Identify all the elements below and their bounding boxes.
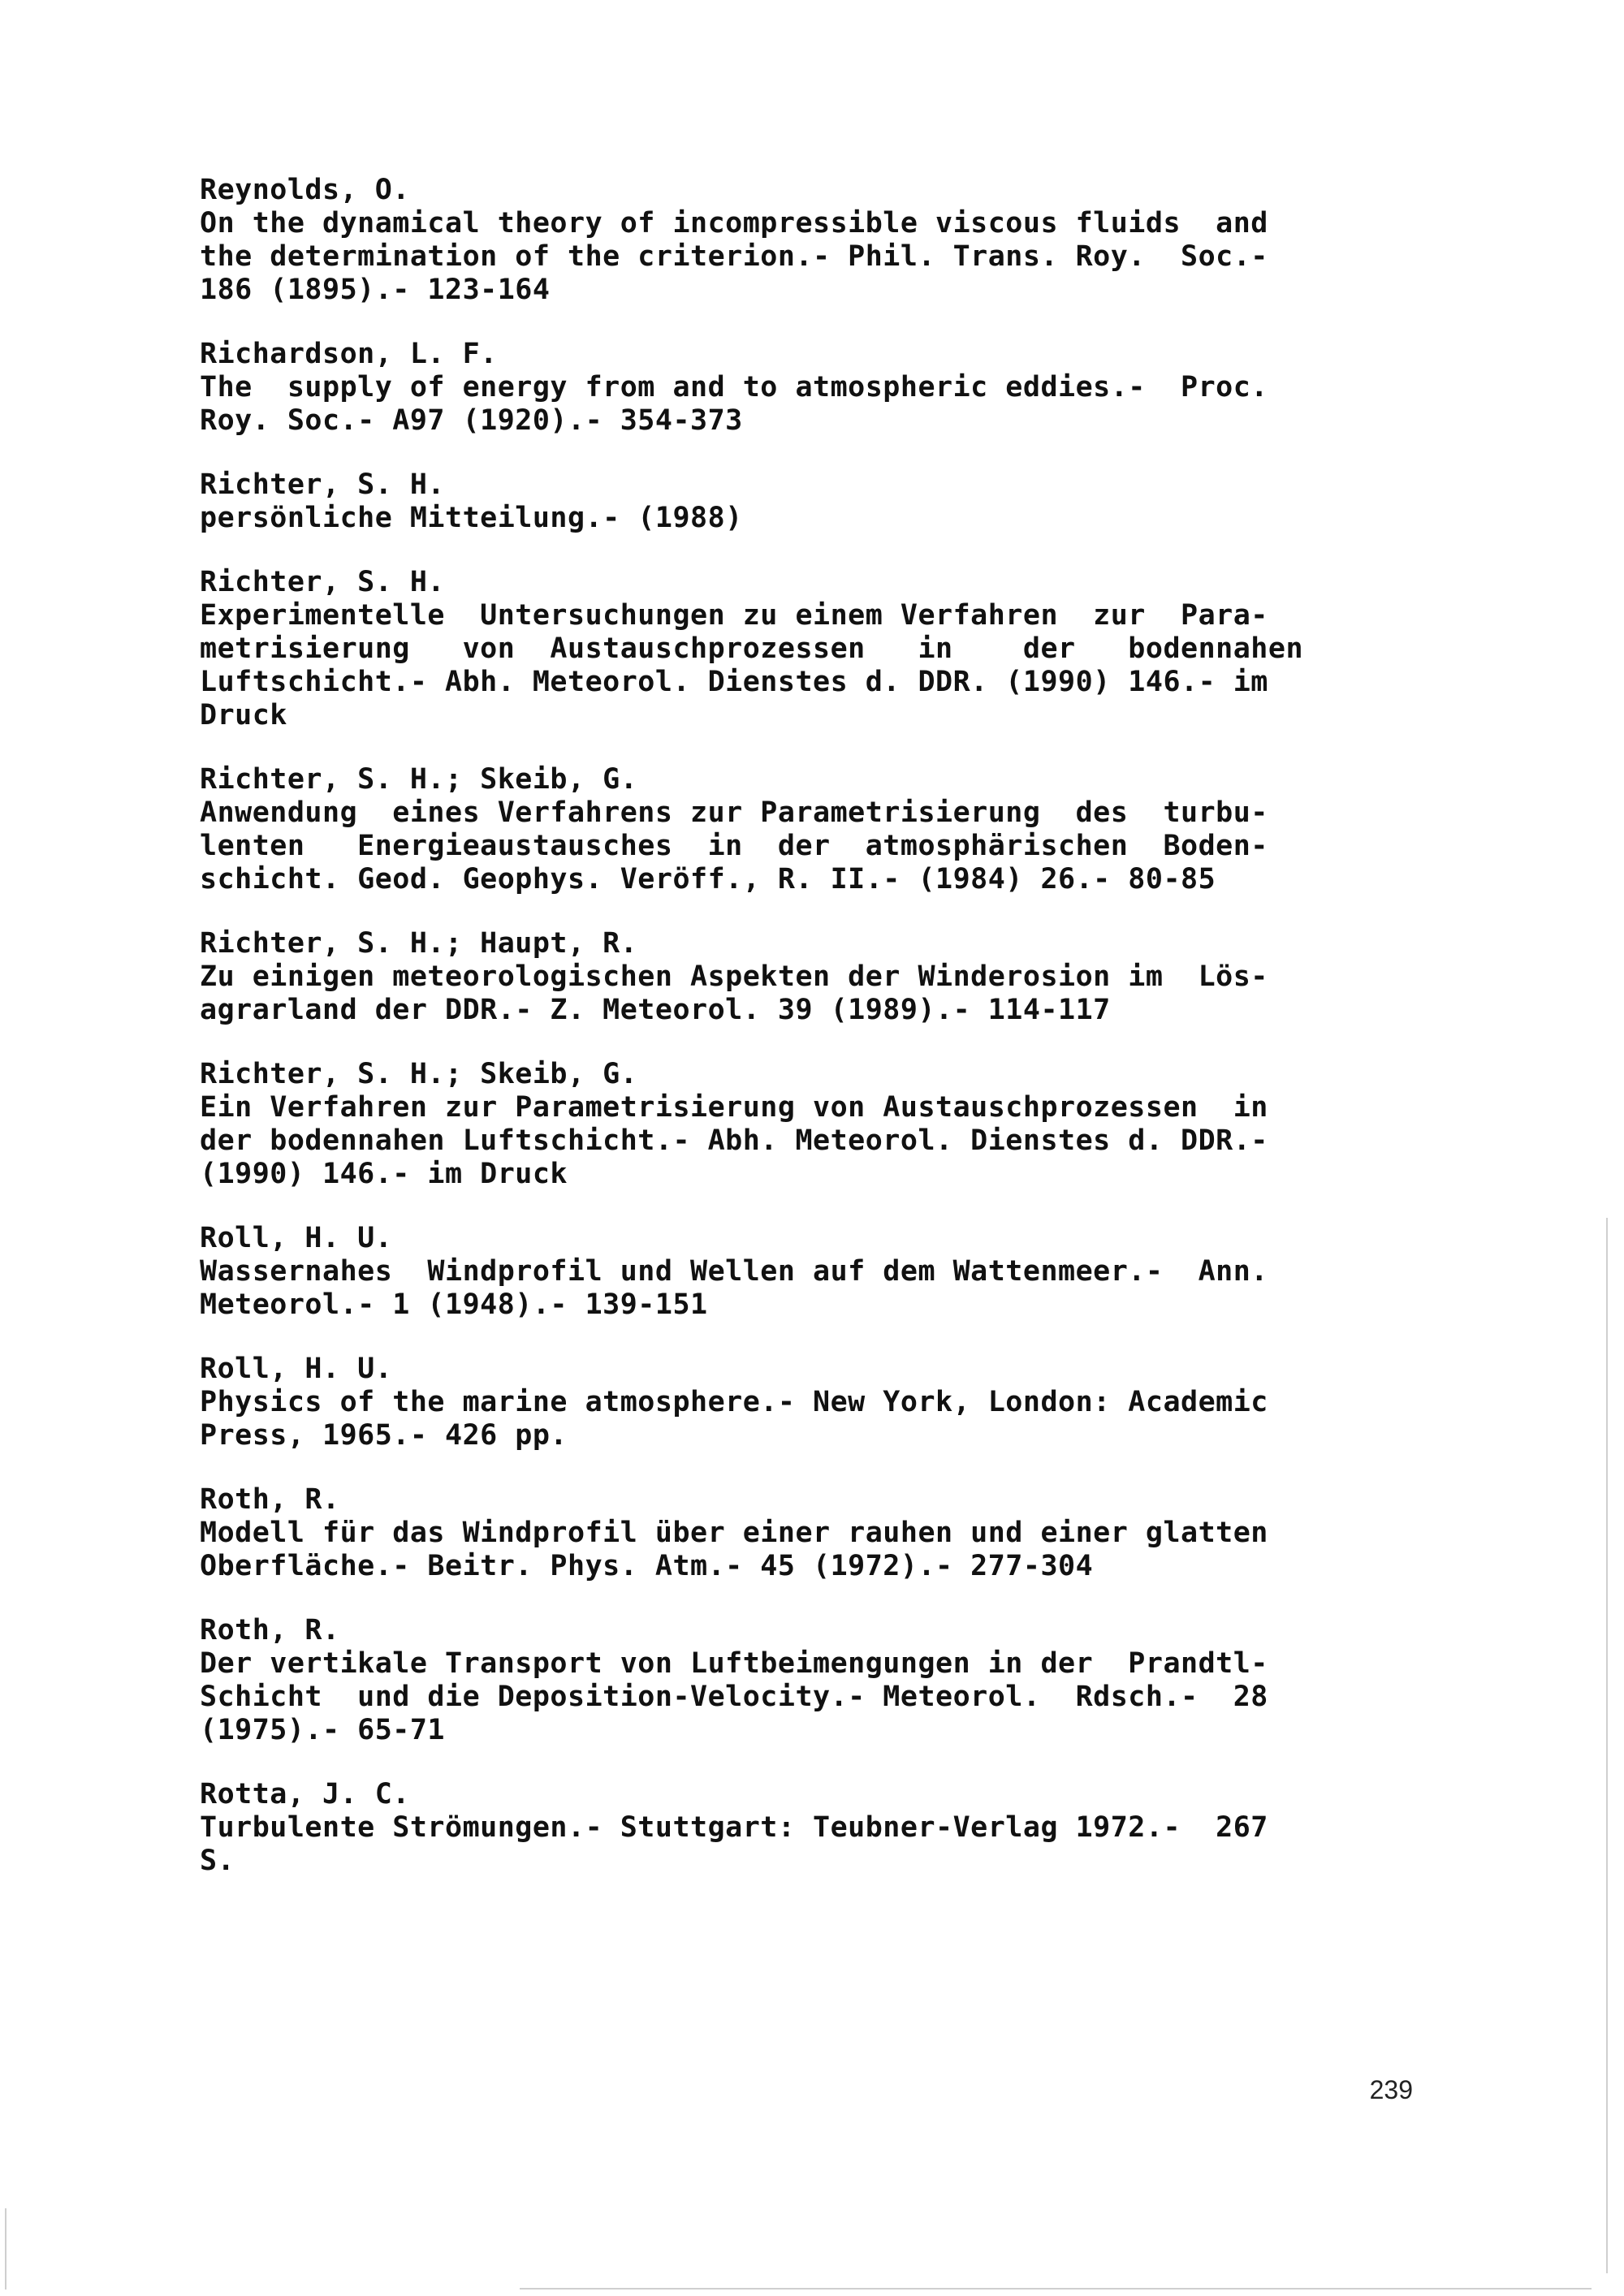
reference-entry: [200, 468, 1410, 535]
reference-text-line: Anwendung eines Verfahrens zur Parametrisierung des turbu-: [200, 796, 1268, 829]
reference-text-line: Turbulente Strömungen.- Stuttgart: Teubner-Verlag 1972.- 267: [200, 1811, 1268, 1844]
reference-author: Richter, S. H.; Haupt, R.: [200, 927, 638, 960]
reference-entry: [200, 1058, 1410, 1191]
reference-text-line: Modell für das Windprofil über einer rauhen und einer glatten: [200, 1517, 1268, 1549]
reference-author: Richter, S. H.; Skeib, G.: [200, 763, 638, 796]
reference-entry: [200, 338, 1410, 438]
reference-author: Roll, H. U.: [200, 1222, 393, 1254]
reference-text-line: (1990) 146.- im Druck: [200, 1158, 568, 1190]
reference-entry: [200, 1778, 1410, 1878]
reference-text-line: The supply of energy from and to atmospheric eddies.- Proc.: [200, 371, 1268, 404]
scan-edge-bottom: [520, 2288, 1592, 2290]
reference-author: Richter, S. H.: [200, 566, 446, 598]
reference-entry: [200, 1353, 1410, 1452]
reference-text-line: Experimentelle Untersuchungen zu einem Verfahren zur Para-: [200, 599, 1268, 632]
reference-author: Roth, R.: [200, 1483, 340, 1516]
reference-entry: [200, 566, 1410, 732]
reference-text-line: S.: [200, 1845, 235, 1877]
reference-author: Roth, R.: [200, 1614, 340, 1646]
reference-entry: [200, 174, 1410, 307]
reference-text-line: the determination of the criterion.- Phil. Trans. Roy. Soc.-: [200, 240, 1268, 273]
reference-text-line: Wassernahes Windprofil und Wellen auf dem Wattenmeer.- Ann.: [200, 1255, 1268, 1288]
reference-list: [200, 174, 1410, 1909]
reference-text-line: persönliche Mitteilung.- (1988): [200, 502, 743, 534]
reference-text-line: Physics of the marine atmosphere.- New York, London: Academic: [200, 1386, 1268, 1418]
scan-edge-left: [5, 2208, 6, 2290]
reference-author: Richardson, L. F.: [200, 338, 498, 370]
reference-text-line: Der vertikale Transport von Luftbeimengungen in der Prandtl-: [200, 1647, 1268, 1680]
reference-text-line: Press, 1965.- 426 pp.: [200, 1419, 568, 1452]
reference-text-line: Oberfläche.- Beitr. Phys. Atm.- 45 (1972).- 277-304: [200, 1550, 1094, 1582]
reference-text-line: metrisierung von Austauschprozessen in der bodennahen: [200, 632, 1304, 665]
reference-text-line: Zu einigen meteorologischen Aspekten der Winderosion im Lös-: [200, 960, 1268, 993]
scan-edge-right: [1606, 1218, 1608, 2273]
reference-text-line: Schicht und die Deposition-Velocity.- Meteorol. Rdsch.- 28: [200, 1681, 1268, 1713]
reference-author: Reynolds, O.: [200, 174, 410, 206]
reference-entry: [200, 763, 1410, 896]
reference-entry: [200, 927, 1410, 1027]
reference-text-line: Druck: [200, 699, 287, 732]
reference-entry: [200, 1222, 1410, 1322]
reference-text-line: agrarland der DDR.- Z. Meteorol. 39 (1989).- 114-117: [200, 994, 1111, 1026]
reference-entry: [200, 1614, 1410, 1747]
reference-entry: [200, 1483, 1410, 1583]
page-number: 239: [1369, 2075, 1413, 2104]
reference-author: Rotta, J. C.: [200, 1778, 410, 1810]
reference-text-line: Meteorol.- 1 (1948).- 139-151: [200, 1288, 708, 1321]
reference-text-line: (1975).- 65-71: [200, 1714, 446, 1746]
reference-author: Richter, S. H.: [200, 468, 446, 501]
reference-text-line: schicht. Geod. Geophys. Veröff., R. II.- (1984) 26.- 80-85: [200, 863, 1216, 896]
reference-text-line: On the dynamical theory of incompressible viscous fluids and: [200, 207, 1268, 240]
reference-author: Richter, S. H.; Skeib, G.: [200, 1058, 638, 1090]
reference-text-line: Luftschicht.- Abh. Meteorol. Dienstes d. DDR. (1990) 146.- im: [200, 666, 1268, 698]
reference-text-line: lenten Energieaustausches in der atmosphärischen Boden-: [200, 830, 1268, 862]
reference-author: Roll, H. U.: [200, 1353, 393, 1385]
reference-text-line: 186 (1895).- 123-164: [200, 274, 551, 306]
reference-text-line: Ein Verfahren zur Parametrisierung von Austauschprozessen in: [200, 1091, 1268, 1124]
reference-text-line: der bodennahen Luftschicht.- Abh. Meteorol. Dienstes d. DDR.-: [200, 1124, 1268, 1157]
reference-text-line: Roy. Soc.- A97 (1920).- 354-373: [200, 404, 743, 437]
